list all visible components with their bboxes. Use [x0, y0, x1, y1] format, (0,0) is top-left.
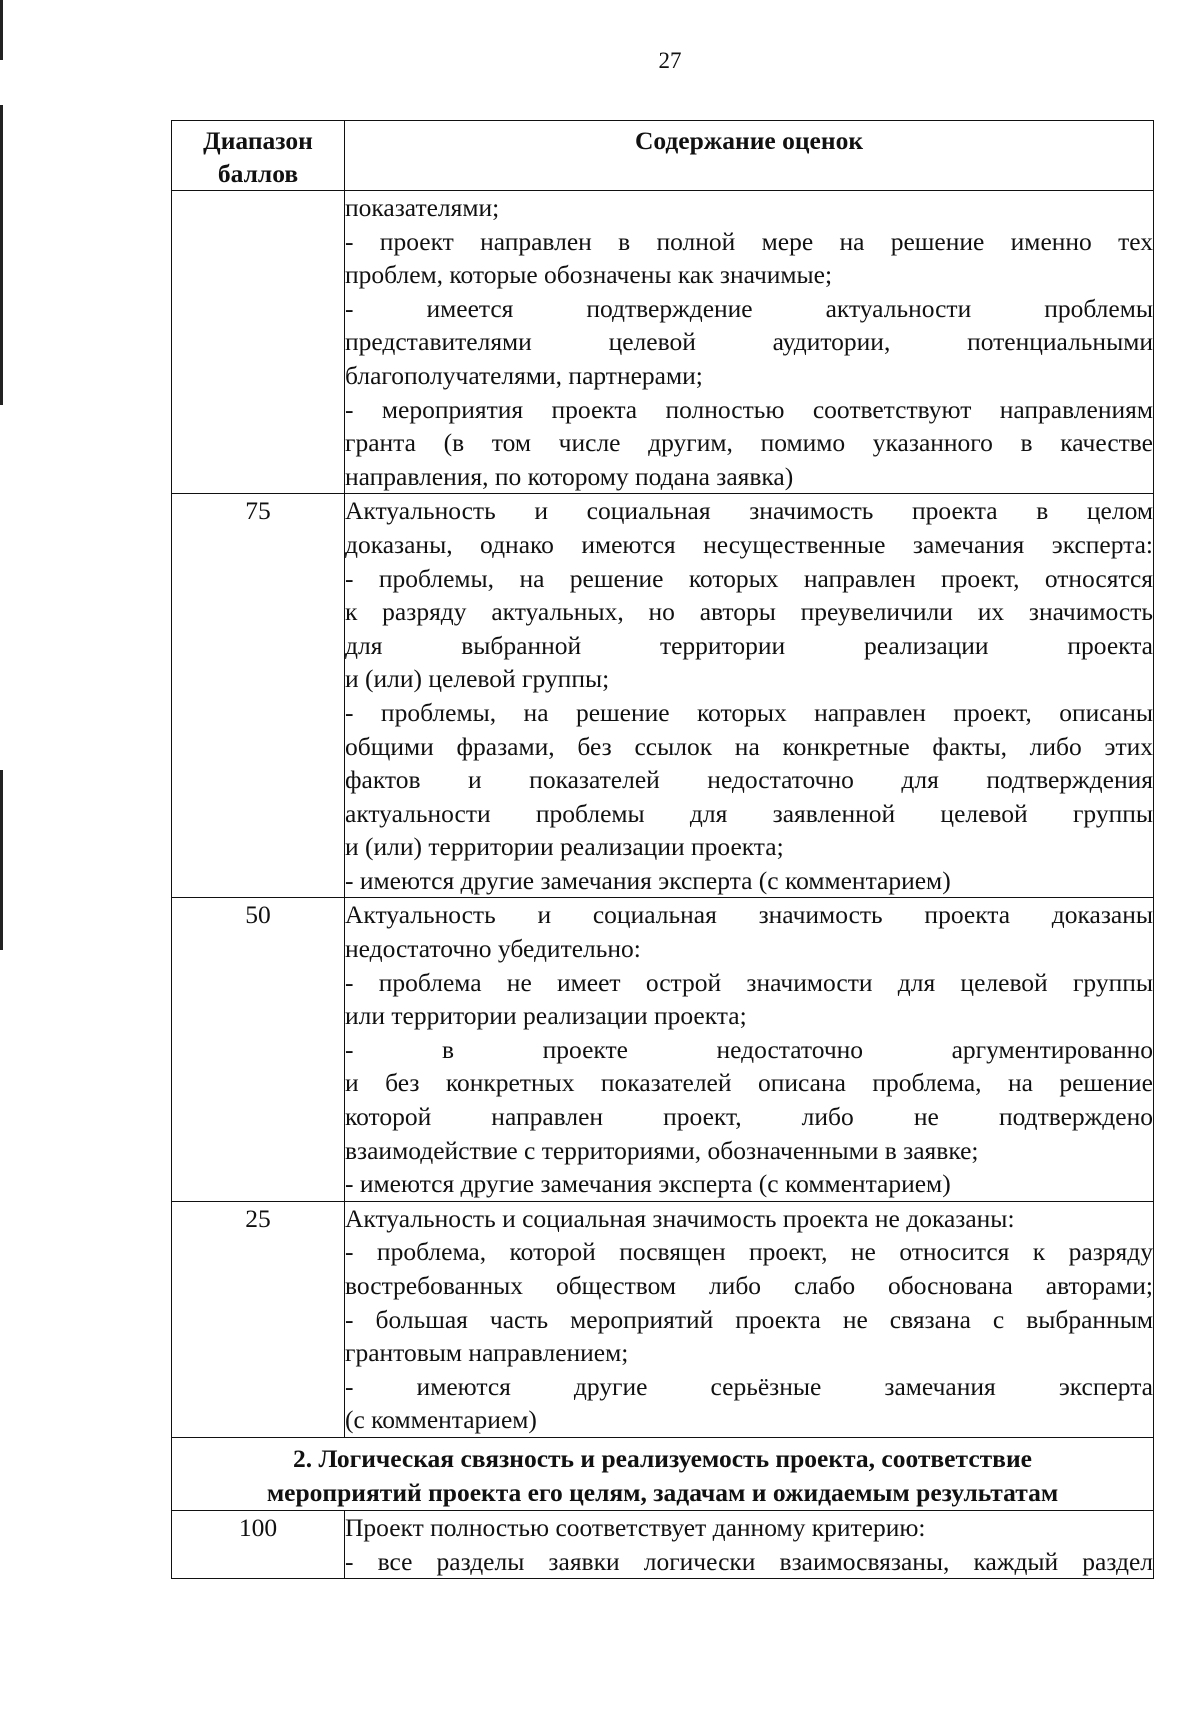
content-line: - имеются другие замечания эксперта (с комментарием): [345, 1169, 951, 1199]
scan-margin-line-middle: [0, 105, 3, 405]
range-cell: 75: [172, 494, 345, 898]
content-line: направления, по которому подана заявка): [345, 461, 794, 491]
header-range: Диапазон баллов: [172, 121, 345, 191]
section-heading-line: 2. Логическая связность и реализуемость проекта, соответствие: [293, 1443, 1032, 1473]
content-line: Проект полностью соответствует данному критерию:: [345, 1512, 926, 1542]
content-line: - большая часть мероприятий проекта не связана с выбранным: [345, 1304, 1153, 1334]
grading-table: [171, 120, 1154, 1579]
content-line: и (или) территории реализации проекта;: [345, 832, 784, 862]
table-row: [172, 1201, 1154, 1437]
table-row: [172, 1510, 1154, 1578]
content-line: - имеются другие серьёзные замечания эксперта: [345, 1371, 1153, 1401]
content-line: представителями целевой аудитории, потенциальными: [345, 327, 1153, 357]
content-line: - мероприятия проекта полностью соответствуют направлениям: [345, 394, 1153, 424]
content-cell: [345, 1510, 1154, 1578]
range-cell: 50: [172, 898, 345, 1201]
table-row: [172, 191, 1154, 494]
section-heading-line: мероприятий проекта его целям, задачам и ожидаемым результатам: [266, 1477, 1059, 1507]
content-line: востребованных обществом либо слабо обоснована авторами;: [345, 1271, 1153, 1300]
content-cell: [345, 1201, 1154, 1437]
content-line: доказаны, однако имеются несущественные замечания эксперта:: [345, 529, 1153, 559]
content-line: к разряду актуальных, но авторы преувеличили их значимость: [345, 597, 1153, 627]
content-line: недостаточно убедительно:: [345, 934, 641, 964]
range-cell: [172, 191, 345, 494]
page-number: 27: [658, 48, 682, 73]
content-line: - проект направлен в полной мере на решение именно тех: [345, 226, 1153, 256]
range-cell: 25: [172, 1201, 345, 1437]
content-line: - проблемы, на решение которых направлен проект, относятся: [345, 563, 1153, 593]
content-line: гранта (в том числе другим, помимо указанного в качестве: [345, 428, 1153, 458]
content-line: - проблема не имеет острой значимости для целевой группы: [345, 967, 1153, 997]
content-line: фактов и показателей недостаточно для подтверждения: [345, 765, 1153, 795]
content-line: и без конкретных показателей описана проблема, на решение: [345, 1068, 1153, 1098]
content-line: для выбранной территории реализации проекта: [345, 630, 1153, 660]
content-line: Актуальность и социальная значимость проекта в целом: [345, 496, 1153, 526]
range-cell: 100: [172, 1510, 345, 1578]
content-line: взаимодействие с территориями, обозначенными в заявке;: [345, 1135, 979, 1165]
table-header-row: [172, 121, 1154, 191]
content-line: - все разделы заявки логически взаимосвязаны, каждый раздел: [345, 1546, 1153, 1576]
content-cell: [345, 898, 1154, 1201]
content-line: (с комментарием): [345, 1405, 537, 1435]
section-heading: [172, 1437, 1154, 1510]
content-line: - проблема, которой посвящен проект, не относится к разряду: [345, 1237, 1153, 1267]
content-line: общими фразами, без ссылок на конкретные факты, либо этих: [345, 731, 1153, 761]
content-line: - имеются другие замечания эксперта (с комментарием): [345, 865, 951, 895]
header-content: Содержание оценок: [345, 121, 1154, 191]
table-row: [172, 494, 1154, 898]
table-row: [172, 898, 1154, 1201]
content-line: Актуальность и социальная значимость проекта доказаны: [345, 900, 1153, 930]
content-line: показателями;: [345, 193, 500, 222]
section-heading-row: [172, 1437, 1154, 1510]
content-line: актуальности проблемы для заявленной целевой группы: [345, 798, 1153, 828]
content-line: - в проекте недостаточно аргументированно: [345, 1034, 1153, 1064]
content-cell: [345, 191, 1154, 494]
content-line: проблем, которые обозначены как значимые;: [345, 260, 833, 290]
scan-margin-line-lower: [0, 770, 3, 950]
content-line: и (или) целевой группы;: [345, 664, 610, 694]
content-line: - проблемы, на решение которых направлен проект, описаны: [345, 697, 1153, 727]
content-line: грантовым направлением;: [345, 1338, 629, 1368]
content-line: Актуальность и социальная значимость проекта не доказаны:: [345, 1203, 1015, 1233]
content-line: которой направлен проект, либо не подтверждено: [345, 1102, 1153, 1132]
content-line: - имеется подтверждение актуальности проблемы: [345, 293, 1153, 323]
content-line: благополучателями, партнерами;: [345, 360, 703, 390]
content-cell: [345, 494, 1154, 898]
content-line: или территории реализации проекта;: [345, 1001, 747, 1031]
